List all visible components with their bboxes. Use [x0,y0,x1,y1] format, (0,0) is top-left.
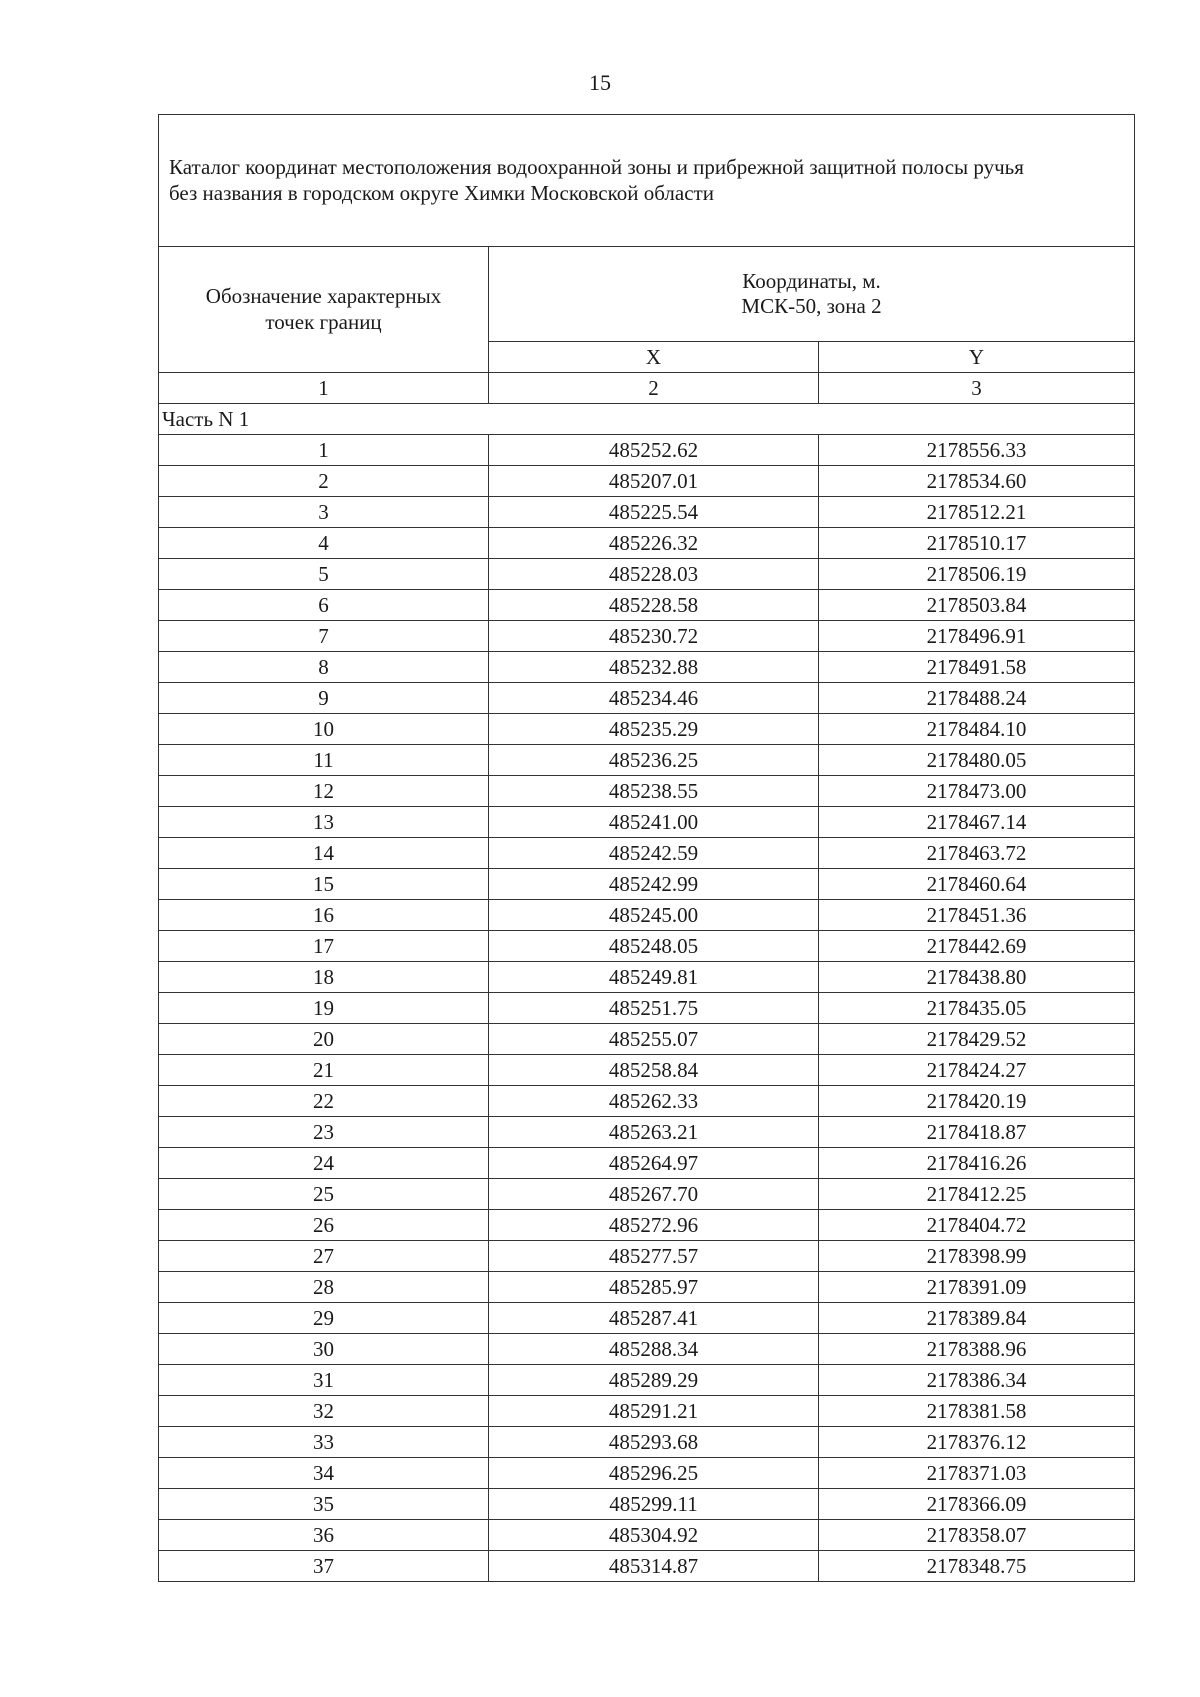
point-number-cell: 5 [159,559,489,590]
y-coordinate-cell: 2178381.58 [819,1396,1135,1427]
y-coordinate-cell: 2178386.34 [819,1365,1135,1396]
x-coordinate-cell: 485252.62 [489,435,819,466]
x-coordinate-cell: 485245.00 [489,900,819,931]
y-coordinate-cell: 2178412.25 [819,1179,1135,1210]
y-column-header: Y [819,342,1135,373]
coords-header-line-1: Координаты, м. [742,268,881,293]
point-number-cell: 36 [159,1520,489,1551]
table-row [159,776,1135,807]
x-coordinate-cell: 485262.33 [489,1086,819,1117]
y-coordinate-cell: 2178510.17 [819,528,1135,559]
point-number-cell: 20 [159,1024,489,1055]
y-coordinate-cell: 2178416.26 [819,1148,1135,1179]
y-coordinate-cell: 2178496.91 [819,621,1135,652]
point-number-cell: 18 [159,962,489,993]
y-coordinate-cell: 2178358.07 [819,1520,1135,1551]
y-coordinate-cell: 2178491.58 [819,652,1135,683]
x-coordinate-cell: 485249.81 [489,962,819,993]
x-coordinate-cell: 485236.25 [489,745,819,776]
y-coordinate-cell: 2178556.33 [819,435,1135,466]
table-row [159,1396,1135,1427]
point-number-cell: 29 [159,1303,489,1334]
point-number-cell: 1 [159,435,489,466]
x-coordinate-cell: 485263.21 [489,1117,819,1148]
table-row [159,869,1135,900]
point-number-cell: 31 [159,1365,489,1396]
table-row [159,1086,1135,1117]
x-coordinate-cell: 485235.29 [489,714,819,745]
column-number-row [159,373,1135,404]
x-coordinate-cell: 485258.84 [489,1055,819,1086]
x-coordinate-cell: 485228.58 [489,590,819,621]
table-row [159,1489,1135,1520]
y-coordinate-cell: 2178348.75 [819,1551,1135,1582]
point-number-cell: 27 [159,1241,489,1272]
table-row [159,1148,1135,1179]
table-row [159,1272,1135,1303]
table-row [159,528,1135,559]
point-number-cell: 15 [159,869,489,900]
x-coordinate-cell: 485267.70 [489,1179,819,1210]
y-coordinate-cell: 2178506.19 [819,559,1135,590]
table-row [159,590,1135,621]
point-number-cell: 12 [159,776,489,807]
x-coordinate-cell: 485241.00 [489,807,819,838]
point-number-cell: 8 [159,652,489,683]
point-number-cell: 23 [159,1117,489,1148]
table-row [159,652,1135,683]
x-coordinate-cell: 485299.11 [489,1489,819,1520]
table-row [159,466,1135,497]
y-coordinate-cell: 2178389.84 [819,1303,1135,1334]
point-number-cell: 16 [159,900,489,931]
table-row [159,497,1135,528]
table-row [159,1458,1135,1489]
point-number-cell: 3 [159,497,489,528]
point-number-cell: 7 [159,621,489,652]
y-coordinate-cell: 2178467.14 [819,807,1135,838]
table-row [159,683,1135,714]
y-coordinate-cell: 2178488.24 [819,683,1135,714]
point-number-cell: 13 [159,807,489,838]
y-coordinate-cell: 2178435.05 [819,993,1135,1024]
x-coordinate-cell: 485251.75 [489,993,819,1024]
point-number-cell: 37 [159,1551,489,1582]
point-number-cell: 30 [159,1334,489,1365]
table-row [159,962,1135,993]
table-row [159,838,1135,869]
point-number-cell: 19 [159,993,489,1024]
y-coordinate-cell: 2178534.60 [819,466,1135,497]
point-number-cell: 24 [159,1148,489,1179]
column-number-3: 3 [819,373,1135,404]
x-coordinate-cell: 485232.88 [489,652,819,683]
page-number: 15 [589,70,611,95]
point-number-cell: 4 [159,528,489,559]
table-row [159,993,1135,1024]
y-coordinate-cell: 2178460.64 [819,869,1135,900]
x-coordinate-cell: 485234.46 [489,683,819,714]
table-row [159,1365,1135,1396]
x-coordinate-cell: 485242.99 [489,869,819,900]
y-coordinate-cell: 2178404.72 [819,1210,1135,1241]
x-coordinate-cell: 485255.07 [489,1024,819,1055]
y-coordinate-cell: 2178420.19 [819,1086,1135,1117]
x-coordinate-cell: 485248.05 [489,931,819,962]
y-coordinate-cell: 2178512.21 [819,497,1135,528]
table-row [159,1334,1135,1365]
title-line-2: без названия в городском округе Химки Московской области [169,180,714,205]
point-number-cell: 34 [159,1458,489,1489]
y-coordinate-cell: 2178371.03 [819,1458,1135,1489]
title-line-1: Каталог координат местоположения водоохранной зоны и прибрежной защитной полосы ручья [169,155,1024,180]
x-column-header: X [489,342,819,373]
x-coordinate-cell: 485272.96 [489,1210,819,1241]
point-number-cell: 22 [159,1086,489,1117]
table-row [159,900,1135,931]
x-coordinate-cell: 485287.41 [489,1303,819,1334]
x-coordinate-cell: 485242.59 [489,838,819,869]
x-coordinate-cell: 485207.01 [489,466,819,497]
table-row [159,714,1135,745]
y-coordinate-cell: 2178442.69 [819,931,1135,962]
x-coordinate-cell: 485304.92 [489,1520,819,1551]
point-number-cell: 25 [159,1179,489,1210]
title-row [159,115,1135,247]
x-coordinate-cell: 485289.29 [489,1365,819,1396]
point-number-cell: 14 [159,838,489,869]
table-row [159,1117,1135,1148]
x-coordinate-cell: 485277.57 [489,1241,819,1272]
table-row [159,1055,1135,1086]
table-row [159,1520,1135,1551]
point-number-cell: 17 [159,931,489,962]
point-number-cell: 6 [159,590,489,621]
y-coordinate-cell: 2178473.00 [819,776,1135,807]
x-coordinate-cell: 485238.55 [489,776,819,807]
y-coordinate-cell: 2178463.72 [819,838,1135,869]
point-number-cell: 26 [159,1210,489,1241]
table-row [159,807,1135,838]
points-header-line-1: Обозначение характерных [205,284,442,309]
y-coordinate-cell: 2178376.12 [819,1427,1135,1458]
header-row [159,247,1135,342]
point-number-cell: 35 [159,1489,489,1520]
section-label: Часть N 1 [159,404,1135,435]
column-number-1: 1 [159,373,489,404]
x-coordinate-cell: 485288.34 [489,1334,819,1365]
x-coordinate-cell: 485314.87 [489,1551,819,1582]
x-coordinate-cell: 485285.97 [489,1272,819,1303]
table-row [159,931,1135,962]
table-row [159,1551,1135,1582]
y-coordinate-cell: 2178480.05 [819,745,1135,776]
table-row [159,1427,1135,1458]
section-row [159,404,1135,435]
x-coordinate-cell: 485291.21 [489,1396,819,1427]
y-coordinate-cell: 2178366.09 [819,1489,1135,1520]
x-coordinate-cell: 485228.03 [489,559,819,590]
y-coordinate-cell: 2178438.80 [819,962,1135,993]
table-row [159,1024,1135,1055]
y-coordinate-cell: 2178418.87 [819,1117,1135,1148]
point-number-cell: 9 [159,683,489,714]
table-row [159,1179,1135,1210]
y-coordinate-cell: 2178503.84 [819,590,1135,621]
point-number-cell: 28 [159,1272,489,1303]
coordinates-rows [159,435,1135,1582]
x-coordinate-cell: 485296.25 [489,1458,819,1489]
table-row [159,1241,1135,1272]
table-row [159,435,1135,466]
x-coordinate-cell: 485264.97 [489,1148,819,1179]
table-row [159,745,1135,776]
y-coordinate-cell: 2178398.99 [819,1241,1135,1272]
y-coordinate-cell: 2178391.09 [819,1272,1135,1303]
points-header-line-2: точек границ [265,309,382,334]
point-number-cell: 33 [159,1427,489,1458]
x-coordinate-cell: 485293.68 [489,1427,819,1458]
y-coordinate-cell: 2178484.10 [819,714,1135,745]
column-number-2: 2 [489,373,819,404]
x-coordinate-cell: 485226.32 [489,528,819,559]
points-column-header [159,247,489,373]
coordinates-column-header [489,247,1135,342]
y-coordinate-cell: 2178451.36 [819,900,1135,931]
y-coordinate-cell: 2178429.52 [819,1024,1135,1055]
x-coordinate-cell: 485230.72 [489,621,819,652]
catalog-title [159,115,1135,247]
coords-header-line-2: МСК-50, зона 2 [741,294,882,318]
point-number-cell: 10 [159,714,489,745]
table-row [159,559,1135,590]
y-coordinate-cell: 2178424.27 [819,1055,1135,1086]
x-coordinate-cell: 485225.54 [489,497,819,528]
table-row [159,1210,1135,1241]
point-number-cell: 2 [159,466,489,497]
point-number-cell: 11 [159,745,489,776]
coordinates-catalog-table [158,114,1135,1582]
point-number-cell: 32 [159,1396,489,1427]
table-row [159,621,1135,652]
y-coordinate-cell: 2178388.96 [819,1334,1135,1365]
table-row [159,1303,1135,1334]
point-number-cell: 21 [159,1055,489,1086]
